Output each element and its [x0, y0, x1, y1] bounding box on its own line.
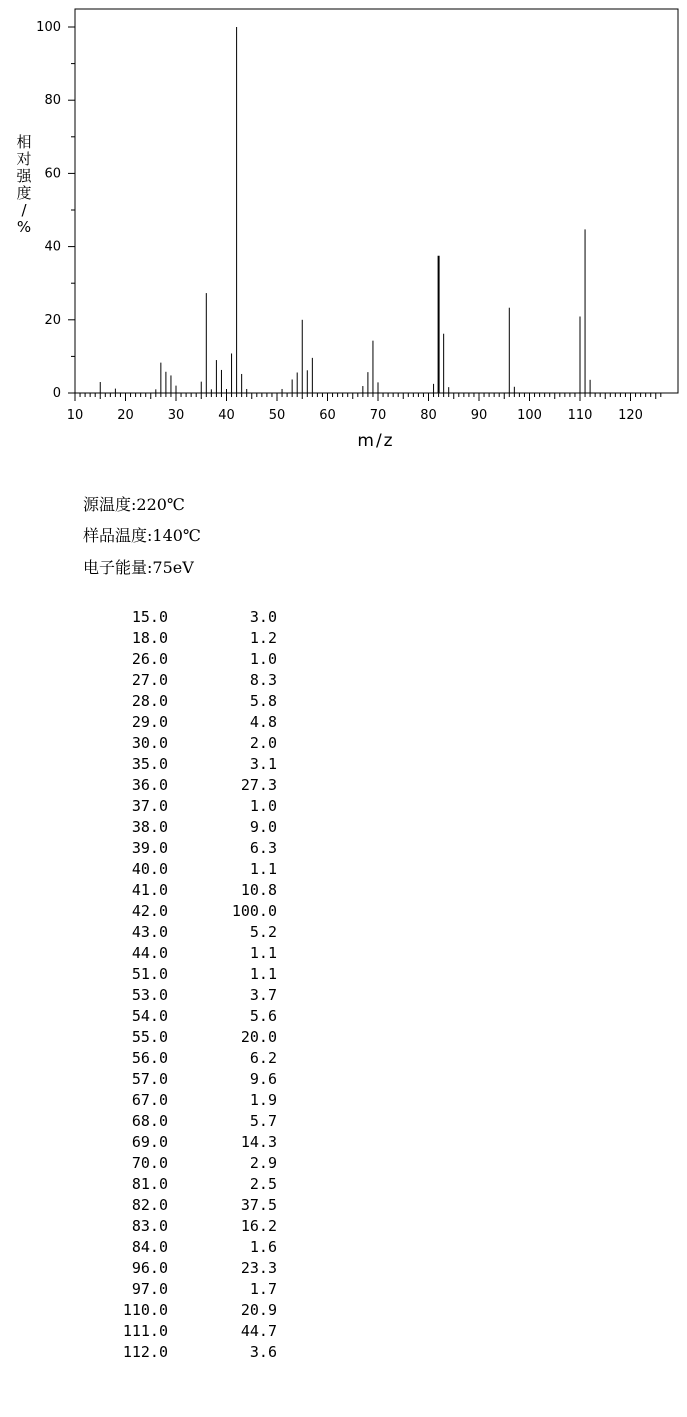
- table-row: [0, 713, 300, 733]
- intensity-value: 1.9: [249, 1091, 277, 1109]
- table-row: [0, 1301, 300, 1321]
- intensity-value: 5.2: [249, 923, 277, 941]
- y-axis-label: [16, 133, 32, 236]
- mz-value: 27.0: [131, 671, 168, 689]
- intensity-value: 5.8: [249, 692, 277, 710]
- table-row: [0, 797, 300, 817]
- mz-value: 54.0: [131, 1007, 168, 1025]
- y-tick-label: 100: [36, 20, 61, 35]
- mz-value: 84.0: [131, 1238, 168, 1256]
- intensity-value: 3.7: [249, 986, 277, 1004]
- table-row: [0, 1028, 300, 1048]
- table-row: [0, 1133, 300, 1153]
- intensity-value: 2.5: [249, 1175, 277, 1193]
- mz-value: 36.0: [131, 776, 168, 794]
- intensity-value: 8.3: [249, 671, 277, 689]
- x-tick-label: 120: [618, 408, 643, 423]
- table-row: [0, 1049, 300, 1069]
- x-tick-label: 60: [319, 408, 336, 423]
- intensity-value: 10.8: [240, 881, 277, 899]
- table-row: [0, 692, 300, 712]
- sample-temperature: 样品温度:140℃: [83, 526, 201, 545]
- mz-value: 51.0: [131, 965, 168, 983]
- mz-value: 30.0: [131, 734, 168, 752]
- table-row: [0, 650, 300, 670]
- table-row: [0, 902, 300, 922]
- intensity-value: 16.2: [240, 1217, 277, 1235]
- table-row: [0, 1196, 300, 1216]
- mz-value: 40.0: [131, 860, 168, 878]
- intensity-value: 3.1: [249, 755, 277, 773]
- mz-value: 18.0: [131, 629, 168, 647]
- x-tick-label: 90: [470, 408, 488, 423]
- mz-value: 97.0: [131, 1280, 168, 1298]
- intensity-value: 1.2: [249, 629, 277, 647]
- mz-value: 67.0: [131, 1091, 168, 1109]
- mz-value: 69.0: [131, 1133, 168, 1151]
- x-tick-label: 70: [369, 408, 387, 423]
- mz-value: 15.0: [131, 608, 168, 626]
- intensity-value: 44.7: [240, 1322, 277, 1340]
- intensity-value: 9.0: [249, 818, 277, 836]
- mz-value: 57.0: [131, 1070, 168, 1088]
- intensity-value: 100.0: [231, 902, 277, 920]
- table-row: [0, 608, 300, 628]
- intensity-value: 1.6: [249, 1238, 277, 1256]
- table-row: [0, 965, 300, 985]
- intensity-value: 5.7: [249, 1112, 277, 1130]
- x-axis: [67, 393, 661, 423]
- y-label-char: 强: [16, 167, 32, 185]
- x-tick-label: 100: [517, 408, 542, 423]
- intensity-value: 1.0: [249, 650, 277, 668]
- table-row: [0, 986, 300, 1006]
- intensity-value: 3.0: [249, 608, 277, 626]
- intensity-value: 3.6: [249, 1343, 277, 1361]
- intensity-value: 2.0: [249, 734, 277, 752]
- intensity-value: 2.9: [249, 1154, 277, 1172]
- intensity-value: 27.3: [240, 776, 277, 794]
- x-tick-label: 40: [218, 408, 235, 423]
- mz-value: 96.0: [131, 1259, 168, 1277]
- intensity-value: 37.5: [240, 1196, 277, 1214]
- intensity-value: 5.6: [249, 1007, 277, 1025]
- table-row: [0, 1154, 300, 1174]
- y-axis: [36, 20, 75, 401]
- y-label-char: 对: [16, 150, 32, 168]
- mz-value: 53.0: [131, 986, 168, 1004]
- electron-energy: 电子能量:75eV: [83, 558, 194, 577]
- mass-spectrum-chart: [0, 0, 687, 460]
- mz-value: 55.0: [131, 1028, 168, 1046]
- mz-value: 70.0: [131, 1154, 168, 1172]
- mz-value: 82.0: [131, 1196, 168, 1214]
- table-row: [0, 1007, 300, 1027]
- mz-value: 68.0: [131, 1112, 168, 1130]
- mz-value: 110.0: [122, 1301, 168, 1319]
- table-row: [0, 755, 300, 775]
- table-row: [0, 1175, 300, 1195]
- x-tick-label: 110: [567, 408, 593, 423]
- mz-value: 112.0: [122, 1343, 168, 1361]
- intensity-value: 6.2: [249, 1049, 277, 1067]
- mz-value: 35.0: [131, 755, 168, 773]
- plot-frame: [75, 9, 678, 393]
- intensity-value: 6.3: [249, 839, 277, 857]
- intensity-value: 1.1: [249, 860, 277, 878]
- mz-value: 37.0: [131, 797, 168, 815]
- intensity-value: 14.3: [240, 1133, 277, 1151]
- table-row: [0, 1112, 300, 1132]
- mz-value: 39.0: [131, 839, 168, 857]
- y-tick-label: 60: [44, 166, 61, 182]
- table-row: [0, 860, 300, 880]
- table-row: [0, 1238, 300, 1258]
- intensity-value: 20.9: [240, 1301, 277, 1319]
- mz-value: 111.0: [122, 1322, 168, 1340]
- table-row: [0, 1322, 300, 1342]
- table-row: [0, 881, 300, 901]
- table-row: [0, 1280, 300, 1300]
- table-row: [0, 1091, 300, 1111]
- y-tick-label: 20: [44, 312, 61, 328]
- intensity-value: 1.0: [249, 797, 277, 815]
- source-temperature: 源温度:220℃: [83, 495, 185, 514]
- x-axis-label: m/z: [357, 431, 395, 451]
- intensity-value: 1.7: [249, 1280, 277, 1298]
- table-row: [0, 818, 300, 838]
- intensity-value: 4.8: [249, 713, 277, 731]
- table-row: [0, 671, 300, 691]
- table-row: [0, 776, 300, 796]
- y-label-char: /: [21, 201, 27, 219]
- x-tick-label: 20: [117, 408, 134, 423]
- y-tick-label: 40: [44, 239, 61, 255]
- table-row: [0, 629, 300, 649]
- x-tick-label: 10: [66, 408, 84, 423]
- mz-value: 81.0: [131, 1175, 168, 1193]
- table-row: [0, 839, 300, 859]
- table-row: [0, 923, 300, 943]
- table-row: [0, 734, 300, 754]
- intensity-value: 9.6: [249, 1070, 277, 1088]
- table-row: [0, 1217, 300, 1237]
- table-row: [0, 1070, 300, 1090]
- y-tick-label: 0: [52, 386, 61, 401]
- mz-value: 28.0: [131, 692, 168, 710]
- y-label-char: %: [16, 218, 32, 236]
- mz-value: 26.0: [131, 650, 168, 668]
- x-tick-label: 80: [420, 408, 437, 423]
- x-tick-label: 30: [167, 408, 185, 423]
- intensity-value: 1.1: [249, 944, 277, 962]
- intensity-value: 1.1: [249, 965, 277, 983]
- y-tick-label: 80: [44, 93, 61, 109]
- mz-value: 41.0: [131, 881, 168, 899]
- intensity-value: 20.0: [240, 1028, 277, 1046]
- peak-bars: [100, 27, 590, 393]
- intensity-value: 23.3: [240, 1259, 277, 1277]
- table-row: [0, 944, 300, 964]
- mz-value: 44.0: [131, 944, 168, 962]
- mz-value: 29.0: [131, 713, 168, 731]
- table-row: [0, 1343, 300, 1363]
- table-row: [0, 1259, 300, 1279]
- mz-value: 43.0: [131, 923, 168, 941]
- mz-value: 56.0: [131, 1049, 168, 1067]
- mz-value: 42.0: [131, 902, 168, 920]
- y-label-char: 相: [16, 133, 32, 151]
- mz-value: 83.0: [131, 1217, 168, 1235]
- x-tick-label: 50: [268, 408, 286, 423]
- y-label-char: 度: [16, 184, 32, 202]
- mz-value: 38.0: [131, 818, 168, 836]
